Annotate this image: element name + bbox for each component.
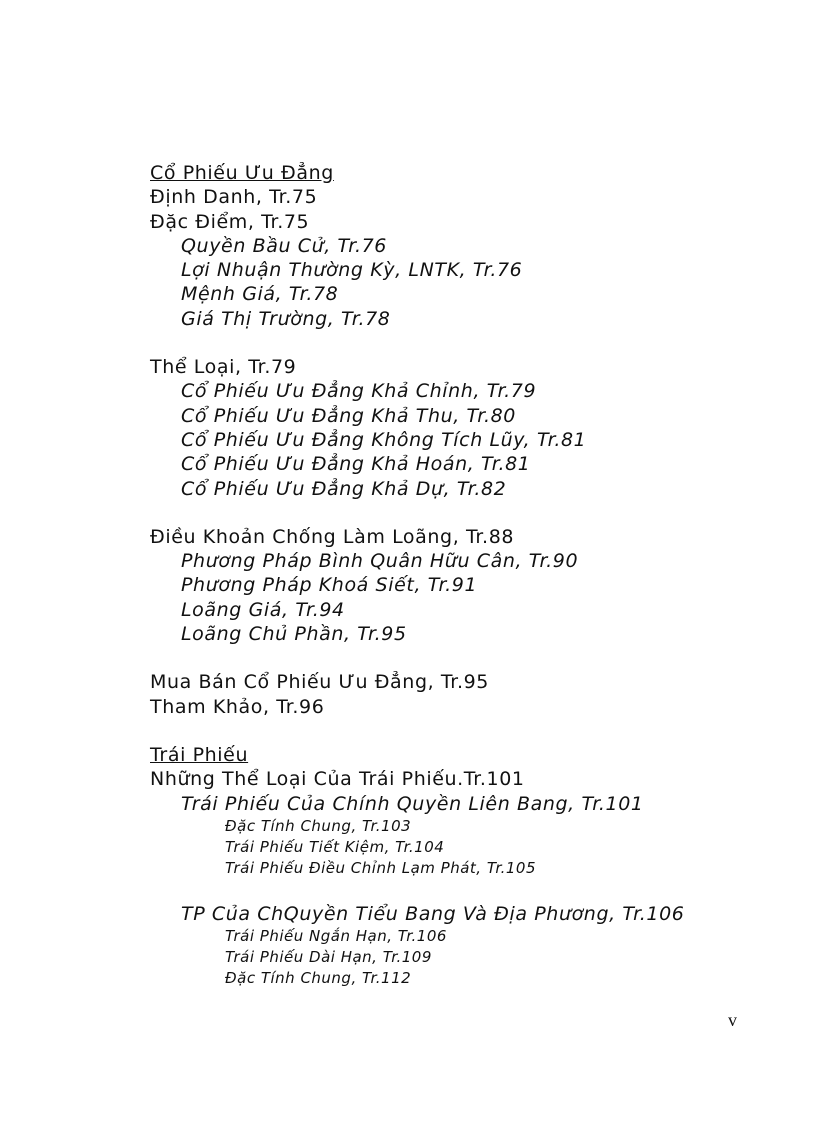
spacer bbox=[150, 331, 790, 355]
section-heading-preferred-stock: Cổ Phiếu Ưu Đẳng bbox=[150, 162, 334, 184]
toc-subentry: Cổ Phiếu Ưu Đẳng Khả Dự, Tr.82 bbox=[181, 477, 507, 500]
toc-subentry: Cổ Phiếu Ưu Đẳng Khả Thu, Tr.80 bbox=[181, 404, 516, 427]
toc-subentry: Phương Pháp Bình Quân Hữu Cân, Tr.90 bbox=[181, 550, 579, 573]
page-number: v bbox=[728, 1010, 737, 1030]
toc-entry: Tham Khảo, Tr.96 bbox=[150, 695, 325, 718]
toc-subentry: Lợi Nhuận Thường Kỳ, LNTK, Tr.76 bbox=[181, 259, 523, 282]
toc-subentry: Mệnh Giá, Tr.78 bbox=[181, 283, 339, 306]
toc-entry: Đặc Điểm, Tr.75 bbox=[150, 210, 310, 233]
table-of-contents bbox=[150, 161, 790, 989]
toc-subentry: Phương Pháp Khoá Siết, Tr.91 bbox=[181, 574, 478, 597]
spacer bbox=[150, 879, 790, 902]
toc-subentry: Giá Thị Trường, Tr.78 bbox=[181, 307, 391, 330]
toc-entry: Mua Bán Cổ Phiếu Ưu Đẳng, Tr.95 bbox=[150, 671, 489, 694]
toc-subentry: Quyền Bầu Cử, Tr.76 bbox=[181, 234, 387, 257]
toc-subsubentry: Đặc Tính Chung, Tr.112 bbox=[225, 969, 412, 988]
toc-subentry: Cổ Phiếu Ưu Đẳng Khả Chỉnh, Tr.79 bbox=[181, 380, 537, 403]
toc-subentry: Cổ Phiếu Ưu Đẳng Khả Hoán, Tr.81 bbox=[181, 453, 531, 476]
toc-subentry: Trái Phiếu Của Chính Quyền Liên Bang, Tr.101 bbox=[181, 792, 644, 815]
toc-subsubentry: Trái Phiếu Ngắn Hạn, Tr.106 bbox=[225, 927, 447, 946]
toc-entry: Thể Loại, Tr.79 bbox=[150, 356, 297, 379]
toc-subsubentry: Trái Phiếu Dài Hạn, Tr.109 bbox=[225, 948, 432, 967]
toc-subentry: Cổ Phiếu Ưu Đẳng Không Tích Lũy, Tr.81 bbox=[181, 428, 587, 451]
toc-subentry: TP Của ChQuyền Tiểu Bang Và Địa Phương, Tr.106 bbox=[181, 902, 685, 925]
toc-subsubentry: Trái Phiếu Tiết Kiệm, Tr.104 bbox=[225, 837, 445, 856]
toc-entry: Điều Khoản Chống Làm Loãng, Tr.88 bbox=[150, 525, 515, 548]
section-heading-bonds: Trái Phiếu bbox=[150, 743, 249, 766]
toc-entry: Định Danh, Tr.75 bbox=[150, 186, 318, 209]
toc-subentry: Loãng Chủ Phần, Tr.95 bbox=[181, 623, 407, 646]
toc-entry: Những Thể Loại Của Trái Phiếu.Tr.101 bbox=[150, 768, 525, 791]
toc-subentry: Loãng Giá, Tr.94 bbox=[181, 598, 345, 621]
toc-subsubentry: Trái Phiếu Điều Chỉnh Lạm Phát, Tr.105 bbox=[225, 858, 537, 877]
toc-subsubentry: Đặc Tính Chung, Tr.103 bbox=[225, 816, 412, 835]
spacer bbox=[150, 646, 790, 670]
spacer bbox=[150, 501, 790, 525]
spacer bbox=[150, 719, 790, 743]
